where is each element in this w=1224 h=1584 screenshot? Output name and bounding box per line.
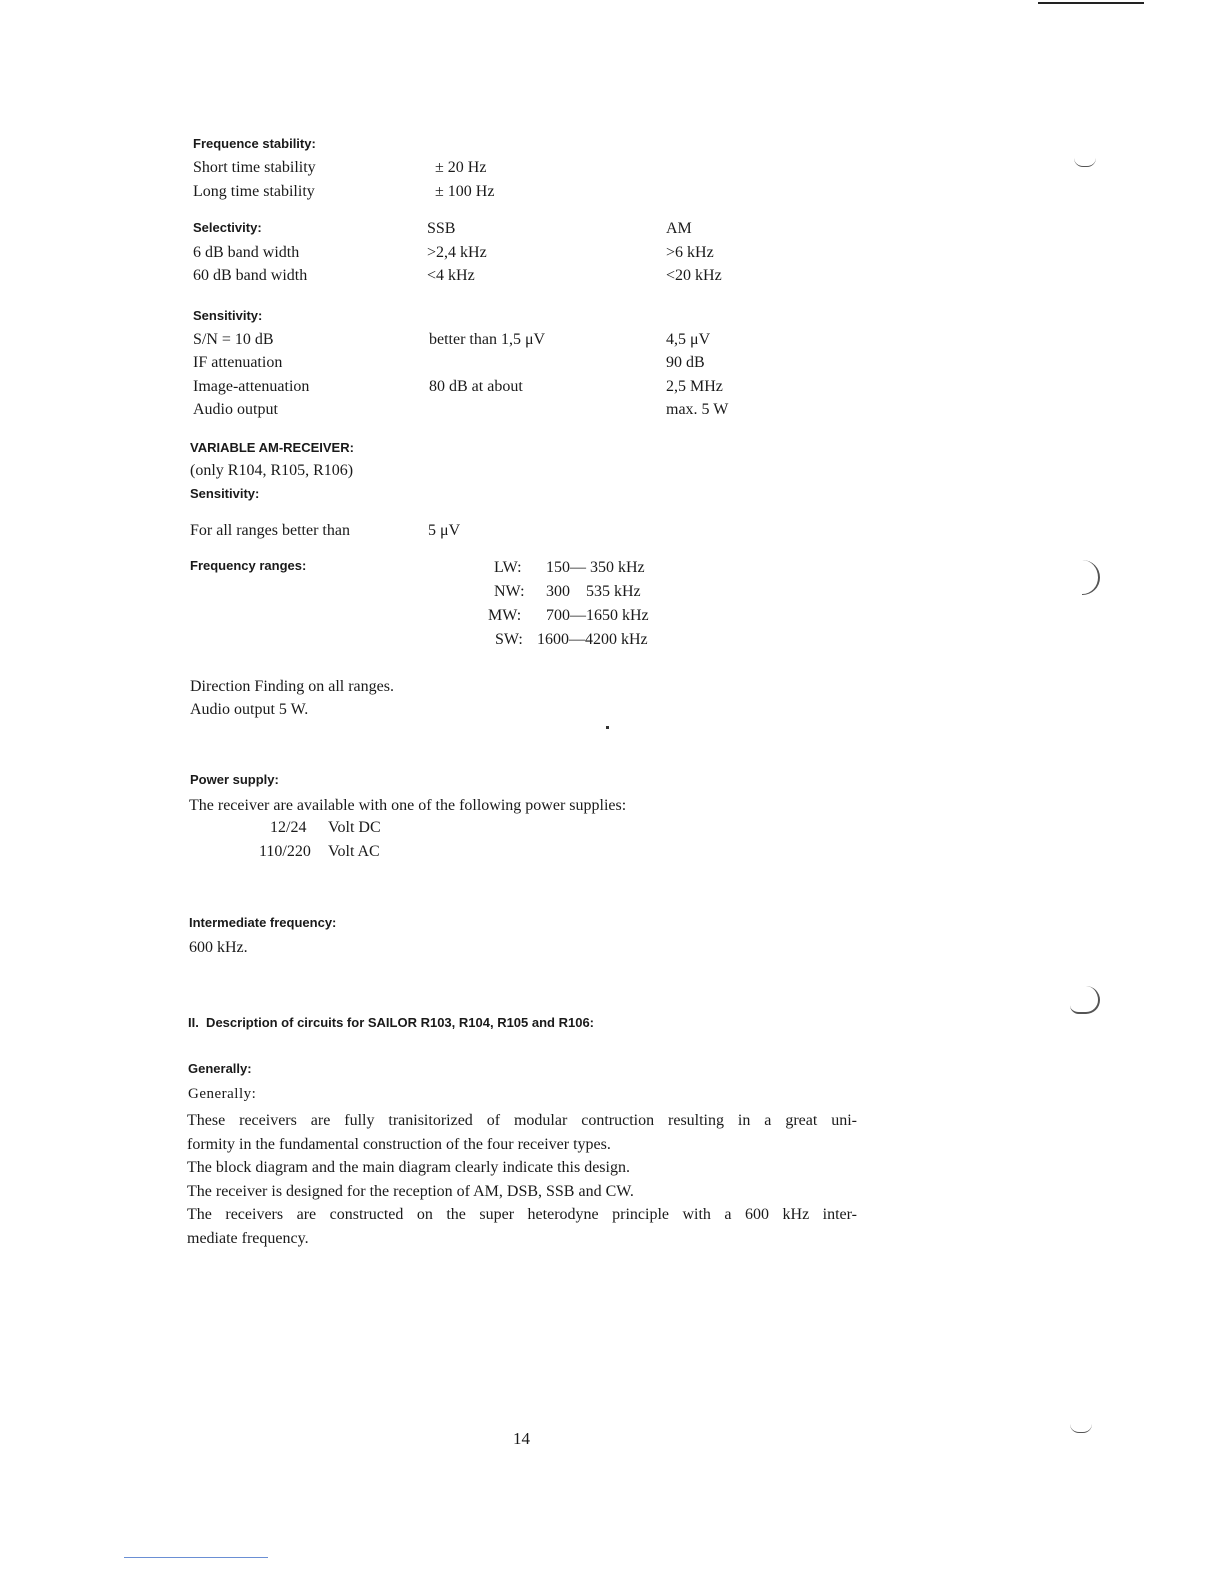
power-option-type: Volt DC bbox=[328, 819, 381, 836]
variable-am-note: (only R104, R105, R106) bbox=[190, 462, 354, 479]
selectivity-col-ssb: SSB bbox=[427, 220, 456, 237]
freq-range-band: SW: bbox=[495, 631, 523, 648]
bottom-edge-line bbox=[124, 1557, 268, 1558]
paragraph-line: formity in the fundamental construction of the four receiver types. bbox=[187, 1135, 611, 1153]
section-heading: II. Description of circuits for SAILOR R103, R104, R105 and R106: bbox=[188, 1015, 595, 1030]
variable-am-heading: VARIABLE AM-RECEIVER: bbox=[190, 440, 354, 455]
freq-stability-value: ± 20 Hz bbox=[435, 159, 487, 176]
paragraph-line: The block diagram and the main diagram clearly indicate this design. bbox=[187, 1159, 630, 1176]
margin-mark bbox=[1082, 560, 1100, 595]
power-option-volts: 12/24 bbox=[270, 819, 307, 836]
specks bbox=[606, 726, 609, 729]
variable-am-sensitivity-label: For all ranges better than bbox=[190, 522, 350, 539]
power-supply-intro: The receiver are available with one of the following power supplies: bbox=[189, 797, 627, 814]
selectivity-col-am: AM bbox=[666, 220, 692, 237]
selectivity-ssb-value: <4 kHz bbox=[427, 267, 475, 284]
margin-mark bbox=[1070, 986, 1100, 1014]
audio-output-note: Audio output 5 W. bbox=[190, 701, 309, 718]
freq-range-band: LW: bbox=[494, 559, 522, 576]
sensitivity-right-value: max. 5 W bbox=[666, 401, 729, 418]
paragraph-line: These receivers are fully tranisitorized of modular contruction resulting in a great uni- bbox=[187, 1112, 857, 1129]
sensitivity-right-value: 4,5 μV bbox=[666, 331, 711, 348]
freq-range-value: 300 535 kHz bbox=[546, 583, 641, 600]
paragraph-line: The receivers are constructed on the super heterodyne principle with a 600 kHz inter- bbox=[187, 1206, 857, 1223]
selectivity-am-value: >6 kHz bbox=[666, 244, 714, 261]
sensitivity-right-value: 90 dB bbox=[666, 354, 705, 371]
variable-am-sensitivity-value: 5 μV bbox=[428, 522, 461, 539]
margin-mark bbox=[1074, 158, 1096, 167]
if-value: 600 kHz. bbox=[189, 939, 248, 956]
freq-stability-value: ± 100 Hz bbox=[435, 183, 495, 200]
paragraph-line: The receiver is designed for the reception of AM, DSB, SSB and CW. bbox=[187, 1182, 634, 1200]
sensitivity-heading: Sensitivity: bbox=[193, 308, 263, 323]
power-supply-heading: Power supply: bbox=[190, 772, 279, 787]
direction-finding-note: Direction Finding on all ranges. bbox=[190, 678, 394, 695]
variable-am-sensitivity-heading: Sensitivity: bbox=[190, 486, 260, 501]
sensitivity-mid-value: 80 dB at about bbox=[429, 378, 523, 395]
freq-range-value: 150— 350 kHz bbox=[546, 559, 645, 576]
power-option-type: Volt AC bbox=[328, 843, 380, 860]
selectivity-label: 6 dB band width bbox=[193, 244, 300, 261]
sensitivity-right-value: 2,5 MHz bbox=[666, 378, 723, 395]
freq-range-value: 1600—4200 kHz bbox=[537, 631, 648, 648]
freq-stability-heading: Frequence stability: bbox=[193, 136, 316, 151]
freq-ranges-heading: Frequency ranges: bbox=[190, 558, 307, 573]
sensitivity-label: S/N = 10 dB bbox=[193, 331, 274, 348]
sensitivity-mid-value: better than 1,5 μV bbox=[429, 331, 546, 348]
top-edge-line bbox=[1038, 2, 1144, 4]
generally-heading: Generally: bbox=[188, 1061, 252, 1076]
selectivity-label: 60 dB band width bbox=[193, 267, 308, 284]
freq-range-value: 700—1650 kHz bbox=[546, 607, 649, 624]
page-number: 14 bbox=[513, 1429, 530, 1448]
description-paragraph bbox=[187, 1109, 857, 1250]
if-heading: Intermediate frequency: bbox=[189, 915, 337, 930]
selectivity-heading: Selectivity: bbox=[193, 220, 262, 235]
sensitivity-label: IF attenuation bbox=[193, 354, 283, 371]
margin-mark bbox=[1070, 1424, 1092, 1433]
power-option-volts: 110/220 bbox=[259, 843, 311, 860]
freq-stability-label: Short time stability bbox=[193, 159, 316, 176]
sensitivity-label: Audio output bbox=[193, 401, 278, 418]
freq-stability-label: Long time stability bbox=[193, 183, 315, 200]
sensitivity-label: Image-attenuation bbox=[193, 378, 310, 395]
freq-range-band: NW: bbox=[494, 583, 525, 600]
freq-range-band: MW: bbox=[488, 607, 522, 624]
paragraph-line: mediate frequency. bbox=[187, 1229, 309, 1247]
selectivity-ssb-value: >2,4 kHz bbox=[427, 244, 487, 261]
selectivity-am-value: <20 kHz bbox=[666, 267, 722, 284]
generally-subheading: Generally: bbox=[188, 1086, 257, 1102]
